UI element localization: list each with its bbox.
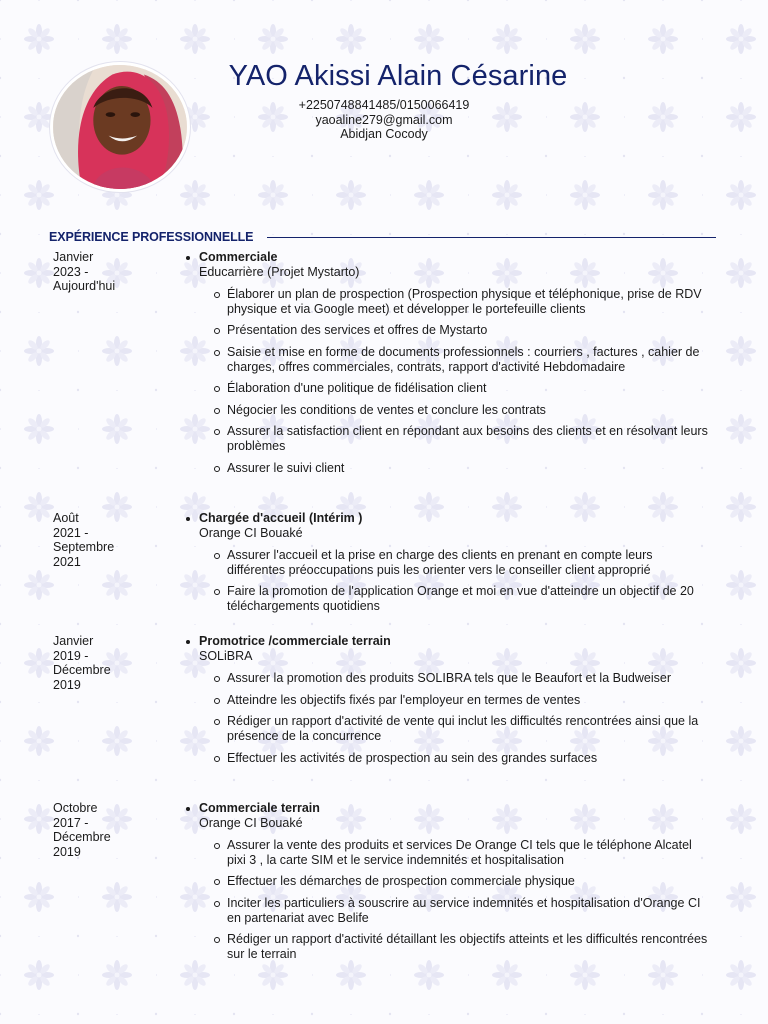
task-item: Faire la promotion de l'application Orange et moi en vue d'atteindre un objectif de 20 téléchargements quotidiens (227, 584, 711, 613)
task-item: Élaboration d'une politique de fidélisation client (227, 381, 711, 396)
task-item: Rédiger un rapport d'activité détaillant les objectifs atteints et les difficultés rencontrées sur le terrain (227, 932, 711, 961)
full-name: YAO Akissi Alain Césarine (228, 60, 568, 92)
date-line: Décembre (53, 663, 111, 678)
job-company: Orange CI Bouaké (199, 525, 303, 540)
task-item: Élaborer un plan de prospection (Prospection physique et téléphonique, prise de RDV physique et via Google meet) et développer le portefeuille clients (227, 287, 711, 316)
date-line: Octobre (53, 801, 98, 815)
date-line: 2019 - (53, 648, 89, 663)
job-title: Commerciale terrain (199, 801, 711, 816)
task-item: Assurer la promotion des produits SOLIBRA tels que le Beaufort et la Budweiser (227, 671, 711, 686)
date-line: 2021 (53, 554, 81, 569)
job-company: SOLiBRA (199, 648, 253, 663)
task-item: Rédiger un rapport d'activité de vente qui inclut les difficultés rencontrées ainsi que la présence de la concurrence (227, 714, 711, 743)
job-title: Promotrice /commerciale terrain (199, 634, 711, 649)
task-list (199, 548, 711, 613)
section-divider (267, 237, 716, 238)
phone-number: +2250748841485/0150066419 (298, 98, 470, 112)
job-details (199, 801, 711, 968)
date-line: 2017 - (53, 815, 89, 830)
task-item: Assurer l'accueil et la prise en charge des clients en prenant en compte leurs différentes préoccupations puis les orienter vers le conseiller client approprié (227, 548, 711, 577)
date-line: Janvier (53, 634, 94, 648)
job-company: Educarrière (Projet Mystarto) (199, 264, 360, 279)
email-address: yaoaline279@gmail.com (315, 112, 453, 127)
job-details (199, 634, 711, 772)
task-item: Présentation des services et offres de Mystarto (227, 323, 711, 338)
job-date (53, 634, 173, 692)
task-item: Assurer le suivi client (227, 461, 711, 476)
date-line: Septembre (53, 540, 115, 555)
date-line: Aujourd'hui (53, 279, 116, 294)
contact-info (0, 98, 768, 142)
job-company: Orange CI Bouaké (199, 815, 303, 830)
task-item: Négocier les conditions de ventes et conclure les contrats (227, 403, 711, 418)
date-line: Janvier (53, 250, 94, 264)
task-item: Effectuer les activités de prospection au sein des grandes surfaces (227, 751, 711, 766)
job-date (53, 250, 173, 294)
section-title: EXPÉRIENCE PROFESSIONNELLE (49, 230, 254, 244)
date-line: 2021 - (53, 525, 89, 540)
job-date (53, 801, 173, 859)
task-item: Assurer la vente des produits et services De Orange CI tels que le téléphone Alcatel pixi 3 , la carte SIM et le service indemnités et hospitalisation (227, 838, 711, 867)
job-date (53, 511, 173, 569)
task-list (199, 838, 711, 961)
date-line: 2023 - (53, 264, 89, 279)
job-title: Commerciale (199, 250, 711, 265)
task-item: Atteindre les objectifs fixés par l'employeur en termes de ventes (227, 693, 711, 708)
task-item: Assurer la satisfaction client en répondant aux besoins des clients et en résolvant leurs problèmes (227, 424, 711, 453)
job-details (199, 511, 711, 621)
date-line: 2019 (53, 677, 81, 692)
section-header-experience (49, 229, 716, 245)
date-line: Décembre (53, 830, 111, 845)
task-item: Inciter les particuliers à souscrire au service indemnités et hospitalisation d'Orange CI en partenariat avec Belife (227, 896, 711, 925)
task-list (199, 287, 711, 475)
job-details (199, 250, 711, 482)
task-item: Effectuer les démarches de prospection commerciale physique (227, 874, 711, 889)
date-line: 2019 (53, 844, 81, 859)
job-title: Chargée d'accueil (Intérim ) (199, 511, 711, 526)
task-item: Saisie et mise en forme de documents professionnels : courriers , factures , cahier de charges, offres commerciales, contrats, rapport d'activité Hebdomadaire (227, 345, 711, 374)
date-line: Août (53, 511, 79, 525)
location: Abidjan Cocody (340, 127, 428, 141)
task-list (199, 671, 711, 765)
